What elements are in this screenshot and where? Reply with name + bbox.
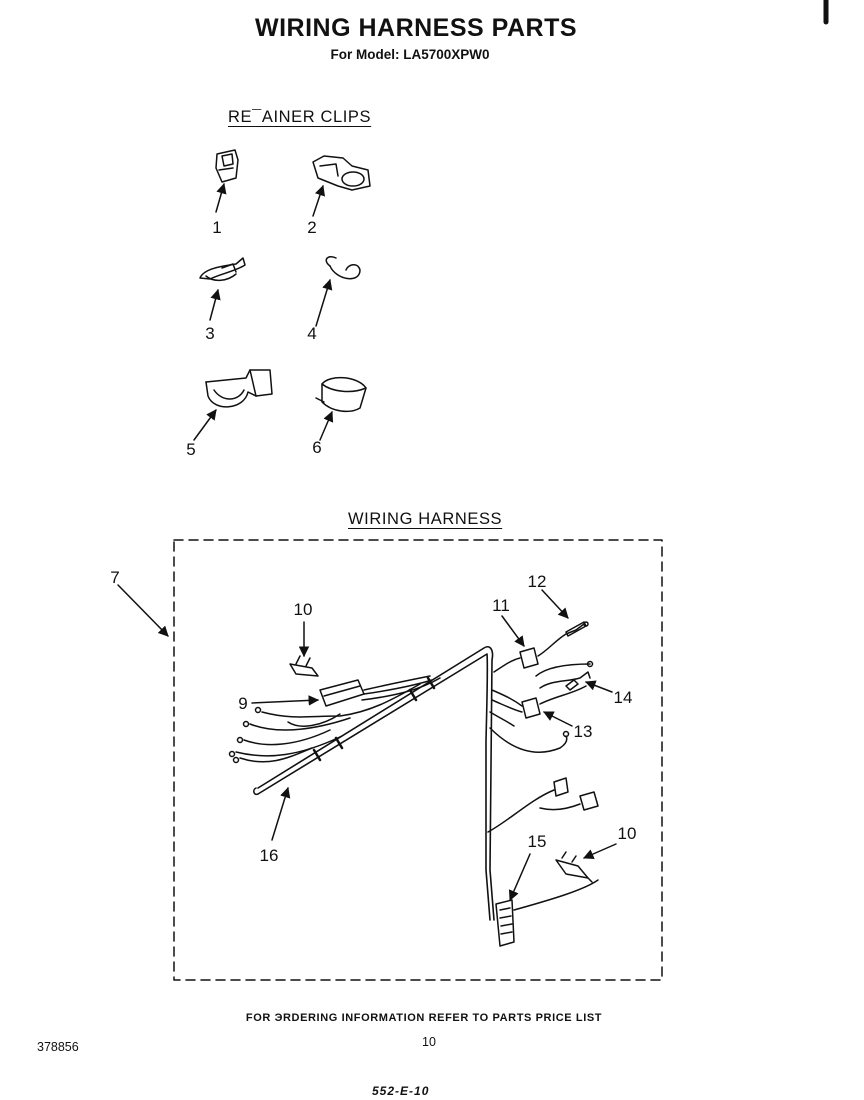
connector-13-drawing [522,698,540,718]
connector-9-drawing [320,680,364,706]
callout-7: 7 [110,568,120,587]
arrow-11 [502,616,524,646]
wiring-harness-heading: WIRING HARNESS [348,510,503,528]
retainer-clip-2-drawing [313,156,370,190]
callout-12: 12 [527,572,547,591]
arrow-4 [316,280,330,326]
arrow-6 [320,412,332,440]
callout-13: 13 [573,722,593,741]
retainer-clip-6-drawing [316,378,366,412]
page-number: 10 [422,1035,436,1049]
callout-10-upper: 10 [293,600,313,619]
callout-15: 15 [527,832,547,851]
retainer-clip-1-drawing [216,150,238,182]
callout-14: 14 [613,688,633,707]
retainer-clips-heading: RE¯AINER CLIPS [228,108,372,126]
callout-4: 4 [307,324,317,343]
model-line: For Model: LA5700XPW0 [330,47,490,62]
arrow-1 [216,184,224,212]
arrow-3 [210,290,218,320]
callout-2: 2 [307,218,317,237]
plug-upper-drawing [488,778,568,832]
retainer-clip-4-drawing [326,257,360,279]
terminals-14-drawing [536,662,593,705]
plug-lower-drawing [540,792,598,810]
page-title: WIRING HARNESS PARTS [254,14,578,42]
callout-9: 9 [238,694,248,713]
callout-10-lower: 10 [617,824,637,843]
handwritten-code: 552-E-10 [372,1084,430,1098]
arrow-15 [510,854,530,900]
callout-6: 6 [312,438,322,457]
arrow-7 [118,585,168,636]
arrow-12 [542,590,568,618]
arrow-16 [272,788,288,840]
arrow-2 [313,186,323,216]
callout-3: 3 [205,324,215,343]
terminal-10-upper-drawing [290,656,318,676]
ordering-info-note: FOR ЭRDERING INFORMATION REFER TO PARTS PRICE LIST [245,1012,603,1024]
connector-11-drawing [494,648,538,672]
arrow-5 [194,410,216,440]
connector-15-drawing [496,880,598,946]
callout-11: 11 [492,596,510,615]
callout-16: 16 [259,846,279,865]
retainer-clip-3-drawing [200,258,245,280]
arrow-10-lower [584,844,616,858]
callout-5: 5 [186,440,196,459]
document-number: 378856 [37,1040,79,1054]
callout-1: 1 [212,218,222,237]
retainer-clip-5-drawing [206,370,272,407]
arrow-9 [252,700,318,703]
